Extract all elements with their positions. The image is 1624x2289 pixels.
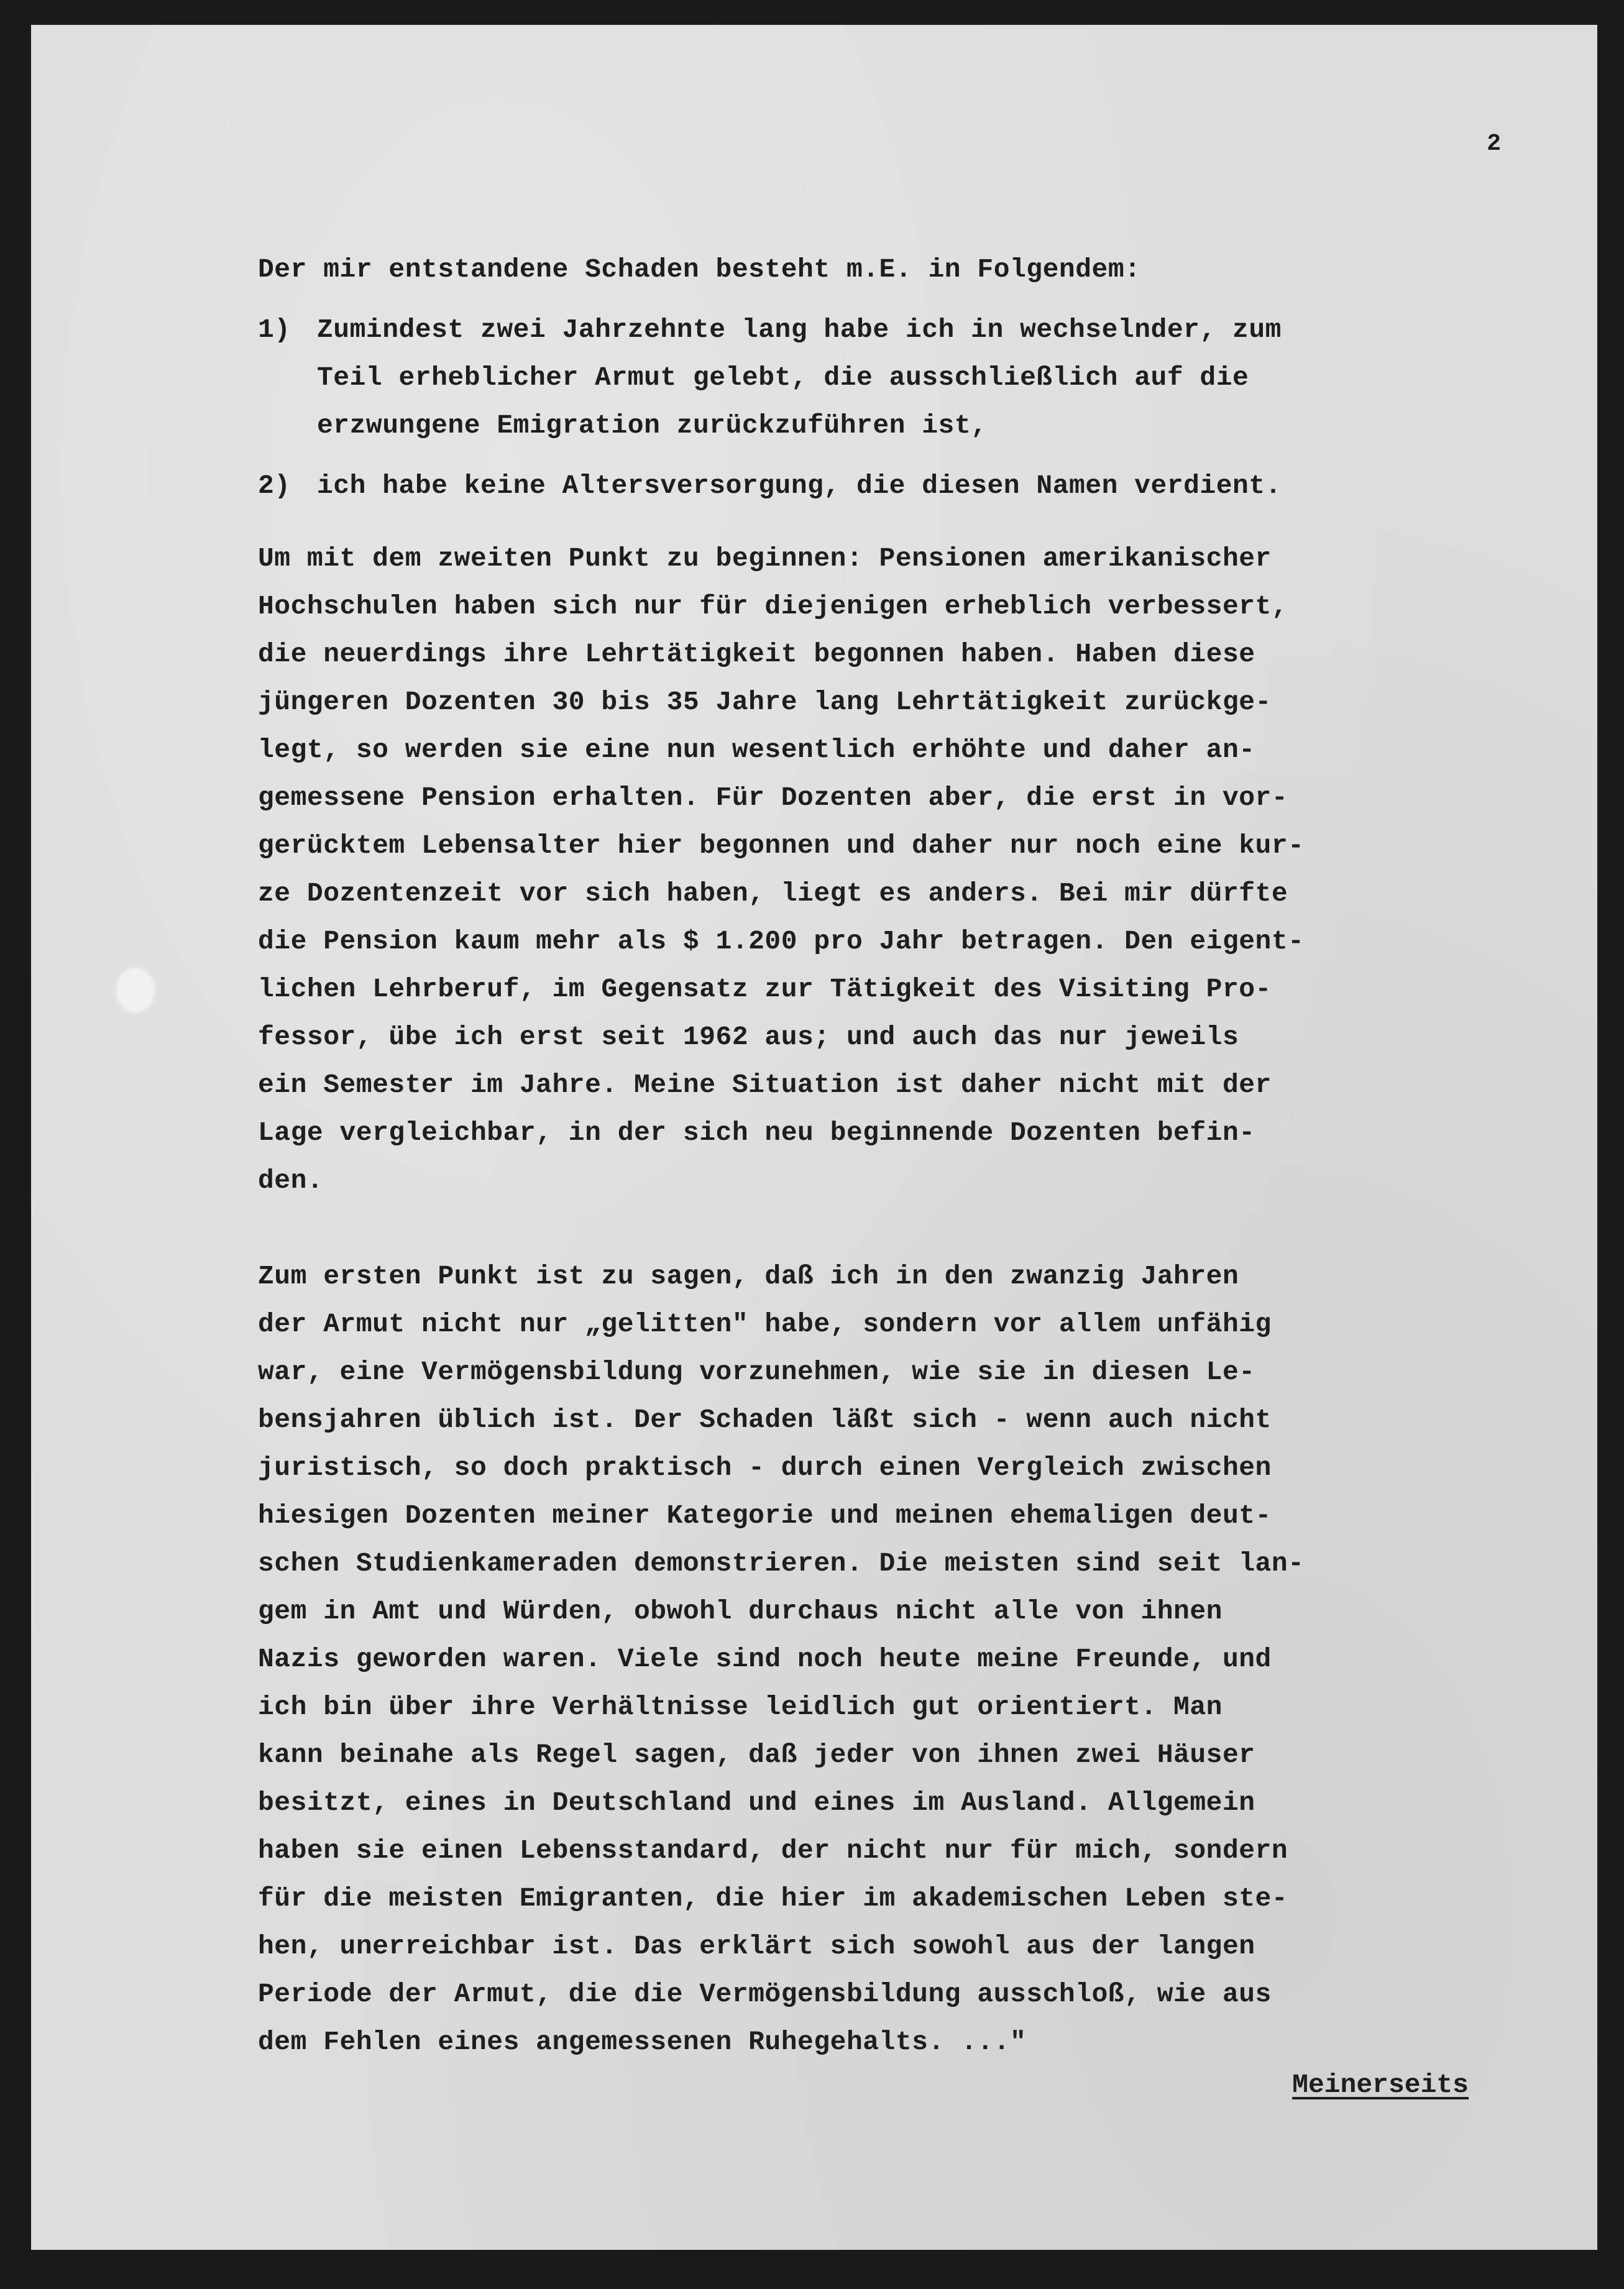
text-line: gem in Amt und Würden, obwohl durchaus nicht alle von ihnen bbox=[258, 1596, 1223, 1626]
list-item-number: 2) bbox=[258, 470, 291, 501]
text-line: Teil erheblicher Armut gelebt, die ausschließlich auf die bbox=[317, 362, 1249, 393]
text-line: Lage vergleichbar, in der sich neu beginnende Dozenten befin- bbox=[258, 1117, 1255, 1148]
text-line: Hochschulen haben sich nur für diejenigen erheblich verbessert, bbox=[258, 591, 1288, 622]
text-line: gerücktem Lebensalter hier begonnen und daher nur noch eine kur- bbox=[258, 830, 1305, 861]
paragraph-poverty bbox=[258, 1252, 1476, 2066]
text-line: Zumindest zwei Jahrzehnte lang habe ich in wechselnder, zum bbox=[317, 314, 1282, 345]
text-line: ze Dozentenzeit vor sich haben, liegt es anders. Bei mir dürfte bbox=[258, 878, 1288, 909]
text-line: erzwungene Emigration zurückzuführen ist, bbox=[317, 410, 988, 441]
text-line: haben sie einen Lebensstandard, der nicht nur für mich, sondern bbox=[258, 1835, 1288, 1866]
list-item-number: 1) bbox=[258, 314, 291, 345]
text-line: besitzt, eines in Deutschland und eines im Ausland. Allgemein bbox=[258, 1787, 1255, 1818]
text-line: gemessene Pension erhalten. Für Dozenten aber, die erst in vor- bbox=[258, 782, 1288, 813]
text-line: ich bin über ihre Verhältnisse leidlich gut orientiert. Man bbox=[258, 1692, 1223, 1722]
list-item-text bbox=[317, 462, 1476, 510]
list-item-text bbox=[317, 306, 1476, 449]
paragraph-pension bbox=[258, 534, 1476, 1204]
text-line: die Pension kaum mehr als $ 1.200 pro Jahr betragen. Den eigent- bbox=[258, 926, 1305, 956]
text-line: ich habe keine Altersversorgung, die diesen Namen verdient. bbox=[317, 470, 1282, 501]
text-line: Periode der Armut, die die Vermögensbildung ausschloß, wie aus bbox=[258, 1979, 1272, 2009]
text-line: dem Fehlen eines angemessenen Ruhegehalts. ..." bbox=[258, 2027, 1027, 2057]
list-item-2 bbox=[258, 462, 1476, 510]
continuation-word: Meinerseits bbox=[1292, 2070, 1469, 2100]
text-line: den. bbox=[258, 1165, 324, 1196]
text-line: kann beinahe als Regel sagen, daß jeder von ihnen zwei Häuser bbox=[258, 1740, 1255, 1770]
text-line: war, eine Vermögensbildung vorzunehmen, wie sie in diesen Le- bbox=[258, 1357, 1255, 1387]
text-line: fessor, übe ich erst seit 1962 aus; und auch das nur jeweils bbox=[258, 1022, 1239, 1052]
text-line: hiesigen Dozenten meiner Kategorie und meinen ehemaligen deut- bbox=[258, 1500, 1272, 1531]
list-item-1 bbox=[258, 306, 1476, 449]
punch-hole bbox=[117, 968, 154, 1012]
text-line: ein Semester im Jahre. Meine Situation ist daher nicht mit der bbox=[258, 1070, 1272, 1100]
text-line: lichen Lehrberuf, im Gegensatz zur Tätigkeit des Visiting Pro- bbox=[258, 974, 1272, 1004]
page-number: 2 bbox=[1487, 131, 1501, 157]
text-line: jüngeren Dozenten 30 bis 35 Jahre lang Lehrtätigkeit zurückge- bbox=[258, 687, 1272, 717]
text-line: Um mit dem zweiten Punkt zu beginnen: Pensionen amerikanischer bbox=[258, 543, 1272, 574]
text-line: legt, so werden sie eine nun wesentlich erhöhte und daher an- bbox=[258, 735, 1255, 765]
document-body bbox=[258, 245, 1476, 2066]
text-line: bensjahren üblich ist. Der Schaden läßt sich - wenn auch nicht bbox=[258, 1405, 1272, 1435]
text-line: der Armut nicht nur „gelitten" habe, sondern vor allem unfähig bbox=[258, 1309, 1272, 1339]
text-line: die neuerdings ihre Lehrtätigkeit begonnen haben. Haben diese bbox=[258, 639, 1255, 669]
text-line: Zum ersten Punkt ist zu sagen, daß ich in den zwanzig Jahren bbox=[258, 1261, 1239, 1291]
text-line: hen, unerreichbar ist. Das erklärt sich sowohl aus der langen bbox=[258, 1931, 1255, 1961]
intro-line: Der mir entstandene Schaden besteht m.E. in Folgendem: bbox=[258, 254, 1141, 285]
text-line: juristisch, so doch praktisch - durch einen Vergleich zwischen bbox=[258, 1452, 1272, 1483]
text-line: Nazis geworden waren. Viele sind noch heute meine Freunde, und bbox=[258, 1644, 1272, 1674]
text-line: für die meisten Emigranten, die hier im akademischen Leben ste- bbox=[258, 1883, 1288, 1914]
text-line: schen Studienkameraden demonstrieren. Die meisten sind seit lan- bbox=[258, 1548, 1305, 1579]
